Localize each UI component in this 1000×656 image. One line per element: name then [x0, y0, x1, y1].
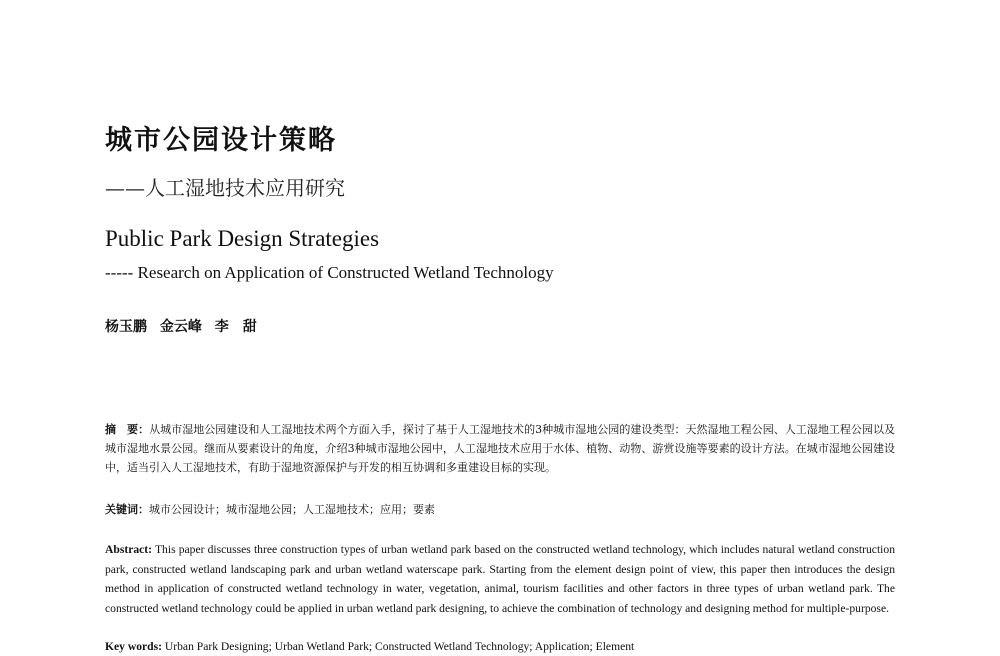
keywords-chinese-label: 关键词：: [105, 503, 149, 516]
abstract-chinese: [105, 420, 895, 477]
abstract-chinese-text: 从城市湿地公园建设和人工湿地技术两个方面入手，探讨了基于人工湿地技术的3种城市湿地公园的建设类型：天然湿地工程公园、人工湿地工程公园以及城市湿地水景公园。继而从要素设计的角度，介绍3种城市湿地公园中，人工湿地技术应用于水体、植物、动物、游赏设施等要素的设计方法。在城市湿地公园建设中，适当引入人工湿地技术，有助于湿地资源保护与开发的相互协调和多重建设目标的实现。: [105, 423, 896, 474]
abstract-english-label: Abstract:: [105, 543, 153, 556]
subtitle-english: ----- Research on Application of Constructed Wetland Technology: [105, 263, 554, 282]
title-chinese: 城市公园设计策略: [105, 125, 337, 156]
keywords-english: [105, 638, 895, 656]
abstract-chinese-label: 摘 要：: [105, 423, 150, 436]
keywords-chinese: [105, 500, 895, 519]
abstract-english: [105, 540, 895, 618]
subtitle-chinese: ——人工湿地技术应用研究: [105, 176, 345, 200]
author-list: [105, 316, 265, 336]
author-name: 金云峰: [159, 319, 202, 335]
keywords-english-label: Key words:: [105, 640, 162, 653]
author-name: 杨玉鹏: [105, 319, 147, 335]
author-name: 李 甜: [214, 319, 257, 335]
abstract-english-text: This paper discusses three construction types of urban wetland park based on the constructed wetland technology, which includes natural wetland construction park, constructed wetland landscaping park and urban wetland waterscape park. Starting from the element design point of view, this paper then introduces the design method in application of constructed wetland technology in water, vegetation, animal, tourism facilities and other factors in three types of urban wetland park. The constructed wetland technology could be applied in urban wetland park designing, to achieve the combination of technology and designing method for multiple-purpose.: [105, 543, 895, 615]
keywords-english-text: Urban Park Designing; Urban Wetland Park; Constructed Wetland Technology; Application; Element: [164, 640, 635, 653]
keywords-chinese-text: 城市公园设计；城市湿地公园；人工湿地技术；应用；要素: [149, 503, 435, 516]
title-english: Public Park Design Strategies: [105, 226, 380, 251]
